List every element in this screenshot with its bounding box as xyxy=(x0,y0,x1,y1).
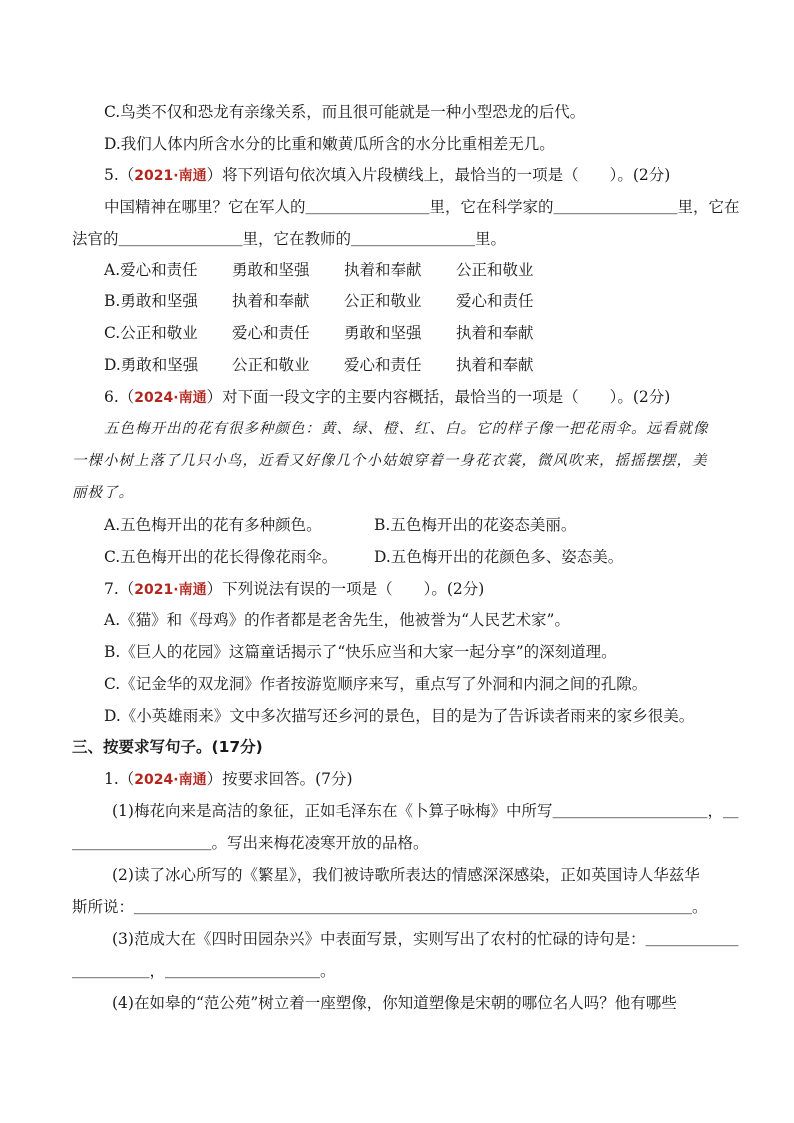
q6-passage-line-3: 丽极了。 xyxy=(72,485,134,501)
sub-question-2-line-2: 斯所说：＿＿＿＿＿＿＿＿＿＿＿＿＿＿＿＿＿＿＿＿＿＿＿＿＿＿＿＿＿＿＿＿＿＿＿＿。 xyxy=(72,898,708,916)
source-tag: 2024·南通 xyxy=(134,772,207,788)
option-text: 执着和奉献 xyxy=(232,292,310,310)
option-text: 勇敢和坚强 xyxy=(232,261,310,279)
q7-option-a: A.《猫》和《母鸡》的作者都是老舍先生，他被誉为“人民艺术家”。 xyxy=(104,611,570,629)
option-text: 执着和奉献 xyxy=(344,261,422,279)
q6-option-a: A.五色梅开出的花有多种颜色。 xyxy=(104,516,322,534)
option-text: 爱心和责任 xyxy=(344,356,422,374)
q7-option-d: D.《小英雄雨来》文中多次描写还乡河的景色，目的是为了告诉读者雨来的家乡很美。 xyxy=(104,707,695,725)
q7-option-b: B.《巨人的花园》这篇童话揭示了“快乐应当和大家一起分享”的深刻道理。 xyxy=(104,643,617,661)
q6-passage-line-2: 一棵小树上落了几只小鸟，近看又好像几个小姑娘穿着一身花衣裳，微风吹来，摇摇摆摆，美 xyxy=(72,453,708,469)
option-text: 勇敢和坚强 xyxy=(344,324,422,342)
source-tag: 2021·南通 xyxy=(134,582,207,598)
q6-passage-line-1: 五色梅开出的花有很多种颜色：黄、绿、橙、红、白。它的样子像一把花雨伞。远看就像 xyxy=(104,421,709,437)
question-number: 6.（ xyxy=(104,388,135,406)
option-text: 公正和敬业 xyxy=(232,356,310,374)
question-text: ）下列说法有误的一项是（ ）。(2分) xyxy=(206,580,485,598)
sub-question-1-line-1: (1)梅花向来是高洁的象征，正如毛泽东在《卜算子咏梅》中所写＿＿＿＿＿＿＿＿＿＿，＿ xyxy=(112,802,739,820)
option-text: 爱心和责任 xyxy=(456,292,534,310)
question-7-stem xyxy=(104,578,484,601)
q5-passage-line-2: 法官的＿＿＿＿＿＿＿＿里，它在教师的＿＿＿＿＿＿＿＿里。 xyxy=(72,230,507,248)
q6-option-b: B.五色梅开出的花姿态美丽。 xyxy=(374,516,577,534)
option-text: 执着和奉献 xyxy=(456,324,534,342)
question-number: 5.（ xyxy=(104,166,135,184)
question-text: ）对下面一段文字的主要内容概括，最恰当的一项是（ ）。(2分) xyxy=(206,388,671,406)
question-text: ）将下列语句依次填入片段横线上，最恰当的一项是（ ）。(2分) xyxy=(206,166,671,184)
option-text: B.勇敢和坚强 xyxy=(104,292,198,310)
section-3-question-1-stem xyxy=(104,768,353,791)
sub-question-2-line-1: (2)读了冰心所写的《繁星》，我们被诗歌所表达的情感深深感染，正如英国诗人华兹华 xyxy=(112,866,700,884)
option-text: D.勇敢和坚强 xyxy=(104,356,199,374)
option-text: A.爱心和责任 xyxy=(104,261,198,279)
option-text: C.公正和敬业 xyxy=(104,324,198,342)
question-number: 1.（ xyxy=(104,770,135,788)
option-text: 爱心和责任 xyxy=(232,324,310,342)
option-text: 执着和奉献 xyxy=(456,356,534,374)
question-text: ）按要求回答。(7分) xyxy=(206,770,353,788)
sub-question-3-line-1: (3)范成大在《四时田园杂兴》中表面写景，实则写出了农村的忙碌的诗句是：＿＿＿＿＿＿ xyxy=(112,930,739,948)
sub-question-3-line-2: ＿＿＿＿＿，＿＿＿＿＿＿＿＿＿＿。 xyxy=(72,962,336,980)
question-5-stem xyxy=(104,164,670,187)
source-tag: 2021·南通 xyxy=(134,168,207,184)
option-text: 公正和敬业 xyxy=(456,261,534,279)
question-6-stem xyxy=(104,386,670,409)
section-3-heading: 三、按要求写句子。(17分) xyxy=(72,738,263,756)
q7-option-c: C.《记金华的双龙洞》作者按游览顺序来写，重点写了外洞和内洞之间的孔隙。 xyxy=(104,675,648,693)
q6-option-c: C.五色梅开出的花长得像花雨伞。 xyxy=(104,548,338,566)
option-text: 公正和敬业 xyxy=(344,292,422,310)
q4-option-d: D.我们人体内所含水分的比重和嫩黄瓜所含的水分比重相差无几。 xyxy=(104,135,555,153)
q5-passage-line-1: 中国精神在哪里？它在军人的＿＿＿＿＿＿＿＿里，它在科学家的＿＿＿＿＿＿＿＿里，它在 xyxy=(104,198,740,216)
source-tag: 2024·南通 xyxy=(134,390,207,406)
question-number: 7.（ xyxy=(104,580,135,598)
q6-option-d: D.五色梅开出的花颜色多、姿态美。 xyxy=(374,548,624,566)
sub-question-1-line-2: ＿＿＿＿＿＿＿＿＿。写出来梅花凌寒开放的品格。 xyxy=(72,834,429,852)
sub-question-4-line-1: (4)在如皋的“范公苑”树立着一座塑像，你知道塑像是宋朝的哪位名人吗？他有哪些 xyxy=(112,994,677,1012)
q4-option-c: C.鸟类不仅和恐龙有亲缘关系，而且很可能就是一种小型恐龙的后代。 xyxy=(104,103,586,121)
